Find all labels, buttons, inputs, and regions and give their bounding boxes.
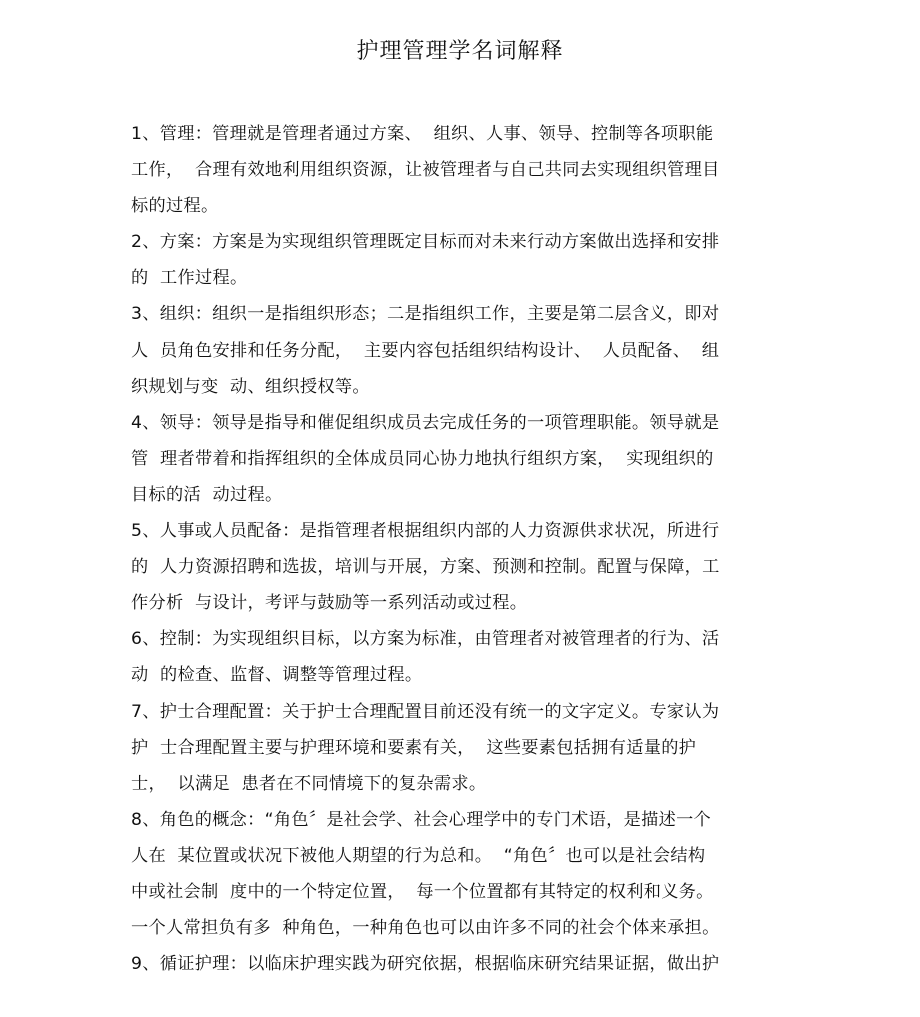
text-line: 作分析 与设计，考评与鼓励等一系列活动或过程。	[131, 593, 528, 614]
text-line: 动 的检查、监督、调整等管理过程。	[131, 665, 423, 686]
text-line: 工作， 合理有效地利用组织资源，让被管理者与自己共同去实现组织管理目	[131, 160, 720, 181]
text-line: 6、控制：为实现组织目标，以方案为标准，由管理者对被管理者的行为、活	[131, 629, 720, 650]
text-line: 2、方案：方案是为实现组织管理既定目标而对未来行动方案做出选择和安排	[131, 232, 720, 253]
document-title: 护理管理学名词解释	[356, 39, 564, 64]
text-line: 管 理者带着和指挥组织的全体成员同心协力地执行组织方案， 实现组织的	[131, 448, 714, 469]
text-line: 人 员角色安排和任务分配， 主要内容包括组织结构设计、 人员配备、 组	[131, 340, 720, 361]
text-line: 士， 以满足 患者在不同情境下的复杂需求。	[131, 773, 487, 794]
text-line: 护 士合理配置主要与护理环境和要素有关， 这些要素包括拥有适量的护	[131, 737, 697, 758]
text-line: 4、领导：领导是指导和催促组织成员去完成任务的一项管理职能。领导就是	[131, 412, 720, 433]
text-line: 1、管理：管理就是管理者通过方案、 组织、人事、领导、控制等各项职能	[131, 124, 714, 144]
text-line: 5、人事或人员配备：是指管理者根据组织内部的人力资源供求状况，所进行	[131, 521, 720, 542]
document-body	[131, 116, 791, 982]
text-line: 织规划与变 动、组织授权等。	[131, 376, 370, 397]
text-line: 9、循证护理：以临床护理实践为研究依据，根据临床研究结果证据，做出护	[131, 954, 720, 975]
text-line: 中或社会制 度中的一个特定位置， 每一个位置都有其特定的权利和义务。	[131, 881, 714, 902]
text-line: 8、角色的概念：“角色〞是社会学、社会心理学中的专门术语，是描述一个	[131, 809, 712, 830]
text-line: 的 人力资源招聘和选拔，培训与开展，方案、预测和控制。配置与保障，工	[131, 557, 720, 578]
text-line: 的 工作过程。	[131, 268, 248, 289]
text-line: 一个人常担负有多 种角色，一种角色也可以由许多不同的社会个体来承担。	[131, 918, 720, 939]
text-line: 人在 某位置或状况下被他人期望的行为总和。 “角色〞也可以是社会结构	[131, 845, 706, 866]
text-line: 7、护士合理配置：关于护士合理配置目前还没有统一的文字定义。专家认为	[131, 701, 720, 722]
text-line: 目标的活 动过程。	[131, 484, 283, 505]
text-line: 3、组织：组织一是指组织形态；二是指组织工作，主要是第二层含义，即对	[131, 304, 720, 325]
text-line: 标的过程。	[131, 196, 219, 217]
